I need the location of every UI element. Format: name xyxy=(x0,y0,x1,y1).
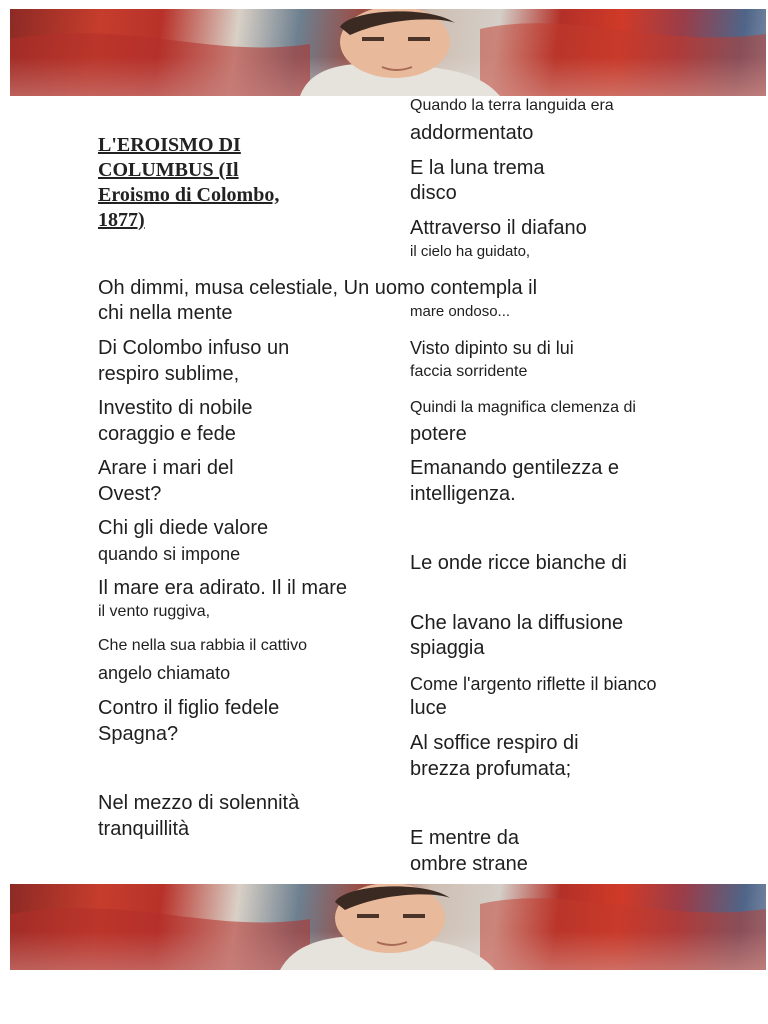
verse-line: intelligenza. xyxy=(410,483,516,505)
verse-line: Investito di nobile xyxy=(98,397,253,419)
verse-line: quando si impone xyxy=(98,544,241,564)
header-portrait-banner xyxy=(10,9,766,96)
verse-line: ombre strane xyxy=(410,853,528,875)
verse-line: Al soffice respiro di xyxy=(410,732,579,754)
verse-line: Spagna? xyxy=(98,723,179,745)
verse-line: Quando la terra languida era xyxy=(410,97,614,114)
verse-line: addormentato xyxy=(410,122,534,144)
verse-line: brezza profumata; xyxy=(410,758,572,780)
verse-line: Come l'argento riflette il bianco xyxy=(410,674,657,694)
verse-line: Emanando gentilezza e xyxy=(410,457,620,479)
verse-line: angelo chiamato xyxy=(98,663,231,683)
verse-line: Ovest? xyxy=(98,483,162,505)
verse-line: Il mare era adirato. Il il mare xyxy=(98,577,347,599)
verse-line: Che nella sua rabbia il cattivo xyxy=(98,637,308,654)
portrait-painting xyxy=(10,884,766,970)
title-line: Eroismo di Colombo, xyxy=(98,184,280,206)
verse-line: Le onde ricce bianche di xyxy=(410,552,627,574)
verse-line: Visto dipinto su di lui xyxy=(410,338,574,358)
verse-line: Che lavano la diffusione xyxy=(410,612,624,634)
verse-line: luce xyxy=(410,697,447,719)
verse-line: Nel mezzo di solennità xyxy=(98,792,300,814)
verse-line: Chi gli diede valore xyxy=(98,517,269,539)
verse-line: mare ondoso... xyxy=(410,303,511,320)
verse-line: Arare i mari del xyxy=(98,457,234,479)
footer-portrait-banner xyxy=(10,884,766,970)
verse-line: chi nella mente xyxy=(98,302,233,324)
verse-line: tranquillità xyxy=(98,818,190,840)
verse-line: Contro il figlio fedele xyxy=(98,697,280,719)
title-line: 1877) xyxy=(98,209,145,231)
verse-line: il vento ruggiva, xyxy=(98,603,211,620)
verse-line: respiro sublime, xyxy=(98,363,240,385)
verse-line: coraggio e fede xyxy=(98,423,236,445)
verse-line: faccia sorridente xyxy=(410,363,528,380)
verse-line: E la luna trema xyxy=(410,157,545,179)
title-line: COLUMBUS (Il xyxy=(98,159,239,181)
poem-title xyxy=(98,133,318,233)
portrait-painting xyxy=(10,9,766,96)
verse-line: Quindi la magnifica clemenza di xyxy=(410,399,636,416)
verse-line: disco xyxy=(410,182,457,204)
verse-line: Attraverso il diafano xyxy=(410,217,587,239)
verse-line: spiaggia xyxy=(410,637,485,659)
verse-line: Oh dimmi, musa celestiale, Un uomo contempla il xyxy=(98,277,538,299)
verse-line: Di Colombo infuso un xyxy=(98,337,290,359)
title-line: L'EROISMO DI xyxy=(98,134,241,156)
verse-line: potere xyxy=(410,423,467,445)
verse-line: E mentre da xyxy=(410,827,519,849)
verse-line: il cielo ha guidato, xyxy=(410,243,531,260)
